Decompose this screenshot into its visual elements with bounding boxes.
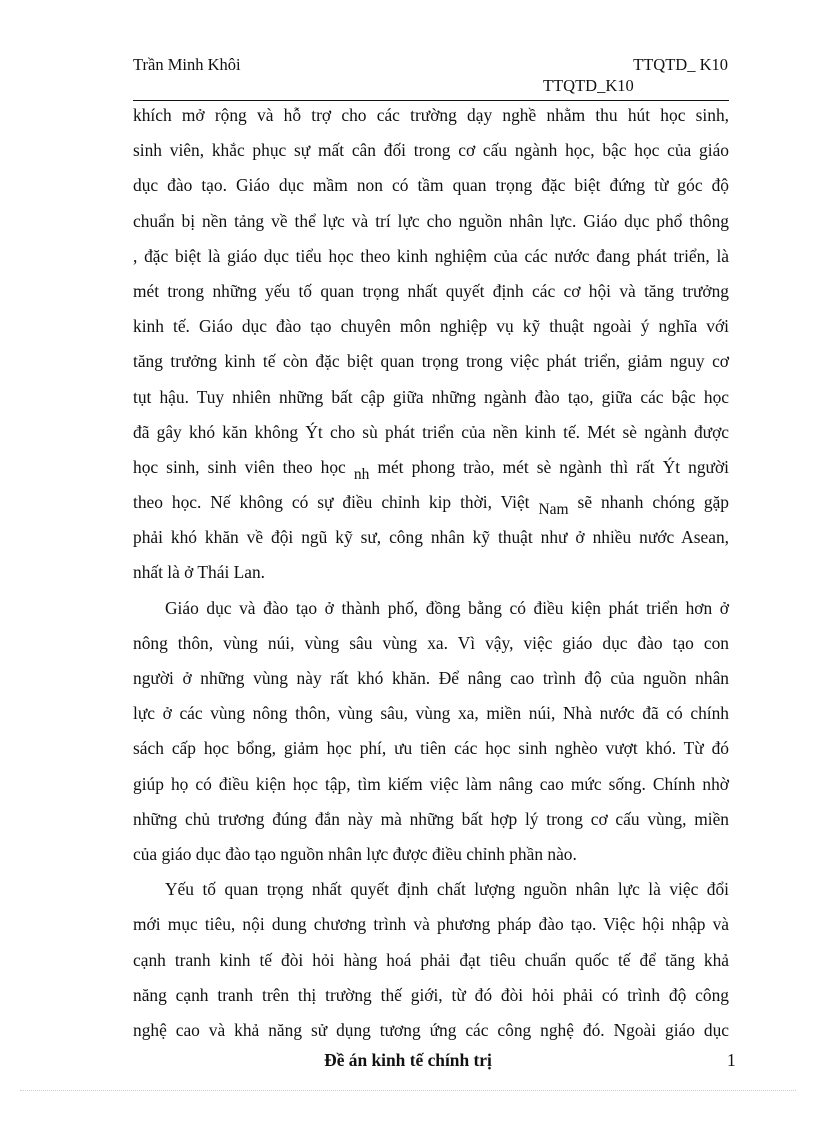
text-line: Yếu tố quan trọng nhất quyết định chất lượng nguồn nhân lực là việc đổi xyxy=(165,879,729,900)
text-line: khích mở rộng và hỗ trợ cho các trường dạy nghề nhằm thu hút học sinh, xyxy=(133,105,729,125)
footer-title: Đề án kinh tế chính trị xyxy=(324,1050,492,1070)
text-fragment: sẽ nhanh chóng gặp xyxy=(577,492,729,513)
text-line: những chủ trương đúng đắn này mà những bất hợp lý trong cơ cấu vùng, miền xyxy=(133,808,729,829)
page-bottom-border xyxy=(20,1090,796,1091)
text-line: sinh viên, khắc phục sự mất cân đối trong cơ cấu ngành học, bậc học của giáo xyxy=(133,140,729,161)
text-line: dục đào tạo. Giáo dục mầm non có tầm quan trọng đặc biệt đứng từ góc độ xyxy=(133,175,729,196)
text-fragment: học sinh, sinh viên theo học xyxy=(133,456,346,477)
text-line: đã gây khó kăn không Ýt cho sù phát triển của nền kinh tế. Mét sè ngành được xyxy=(133,421,729,442)
text-line: nông thôn, vùng núi, vùng sâu vùng xa. Vì vậy, việc giáo dục đào tạo con xyxy=(133,632,729,653)
text-line: Giáo dục và đào tạo ở thành phố, đồng bằng có điều kiện phát triển hơn ở xyxy=(165,597,729,618)
text-line: người ở những vùng này rất khó khăn. Để nâng cao trình độ của nguồn nhân xyxy=(133,668,729,688)
text-line: năng cạnh tranh trên thị trường thế giới, từ đó đòi hỏi phải có trình độ công xyxy=(133,984,729,1005)
text-line: tụt hậu. Tuy nhiên những bất cập giữa những ngành đào tạo, giữa các bậc học xyxy=(133,386,729,407)
text-line: tăng trưởng kinh tế còn đặc biệt quan trọng trong việc phát triển, giảm nguy cơ xyxy=(133,351,729,372)
text-fragment: mét phong trào, mét sè ngành thì rất Ýt người xyxy=(377,456,729,477)
paragraph-3 xyxy=(133,872,729,1048)
text-line: nghệ cao và khả năng sử dụng tương ứng các công nghệ đó. Ngoài giáo dục xyxy=(133,1019,729,1040)
text-line: chuẩn bị nền tảng về thể lực và trí lực cho nguồn nhân lực. Giáo dục phổ thông xyxy=(133,210,729,231)
text-line: của giáo dục đào tạo nguồn nhân lực được điều chỉnh phần nào. xyxy=(133,843,577,864)
text-line: phải khó khăn về đội ngũ kỹ sư, công nhân kỹ thuật như ở nhiều nước Asean, xyxy=(133,527,729,548)
text-line: mét trong những yếu tố quan trọng nhất quyết định các cơ hội và tăng trưởng xyxy=(133,280,729,301)
text-line: sách cấp học bổng, giảm học phí, ưu tiên các học sinh nghèo vượt khó. Từ đó xyxy=(133,738,729,759)
header-class-code-repeat: TTQTD_K10 xyxy=(543,76,634,95)
text-line: , đặc biệt là giáo dục tiểu học theo kinh nghiệm của các nước đang phát triển, là xyxy=(133,245,729,266)
document-body xyxy=(133,98,729,1048)
text-line: cạnh tranh kinh tế đòi hỏi hàng hoá phải đạt tiêu chuẩn quốc tế để tăng khả xyxy=(133,949,729,970)
text-line xyxy=(133,485,729,520)
text-fragment: theo học. Nế không có sự điều chỉnh kip thời, Việt xyxy=(133,492,530,513)
text-line: mới mục tiêu, nội dung chương trình và phương pháp đào tạo. Việc hội nhập và xyxy=(133,914,729,935)
subscript-fragment: nh xyxy=(353,465,370,483)
header-class-code: TTQTD_ K10 xyxy=(633,55,728,74)
page-number: 1 xyxy=(727,1050,736,1070)
text-line xyxy=(133,450,729,485)
paragraph-2 xyxy=(133,591,729,873)
text-line: lực ở các vùng nông thôn, vùng sâu, vùng xa, miền núi, Nhà nước đã có chính xyxy=(133,703,729,724)
subscript-fragment: Nam xyxy=(538,501,569,519)
text-line: nhất là ở Thái Lan. xyxy=(133,562,266,583)
header-author: Trần Minh Khôi xyxy=(133,55,241,74)
text-line: kinh tế. Giáo dục đào tạo chuyên môn nghiệp vụ kỹ thuật ngoài ý nghĩa với xyxy=(133,316,729,337)
paragraph-1 xyxy=(133,98,729,591)
text-line: giúp họ có điều kiện học tập, tìm kiếm việc làm nâng cao mức sống. Chính nhờ xyxy=(133,773,729,794)
